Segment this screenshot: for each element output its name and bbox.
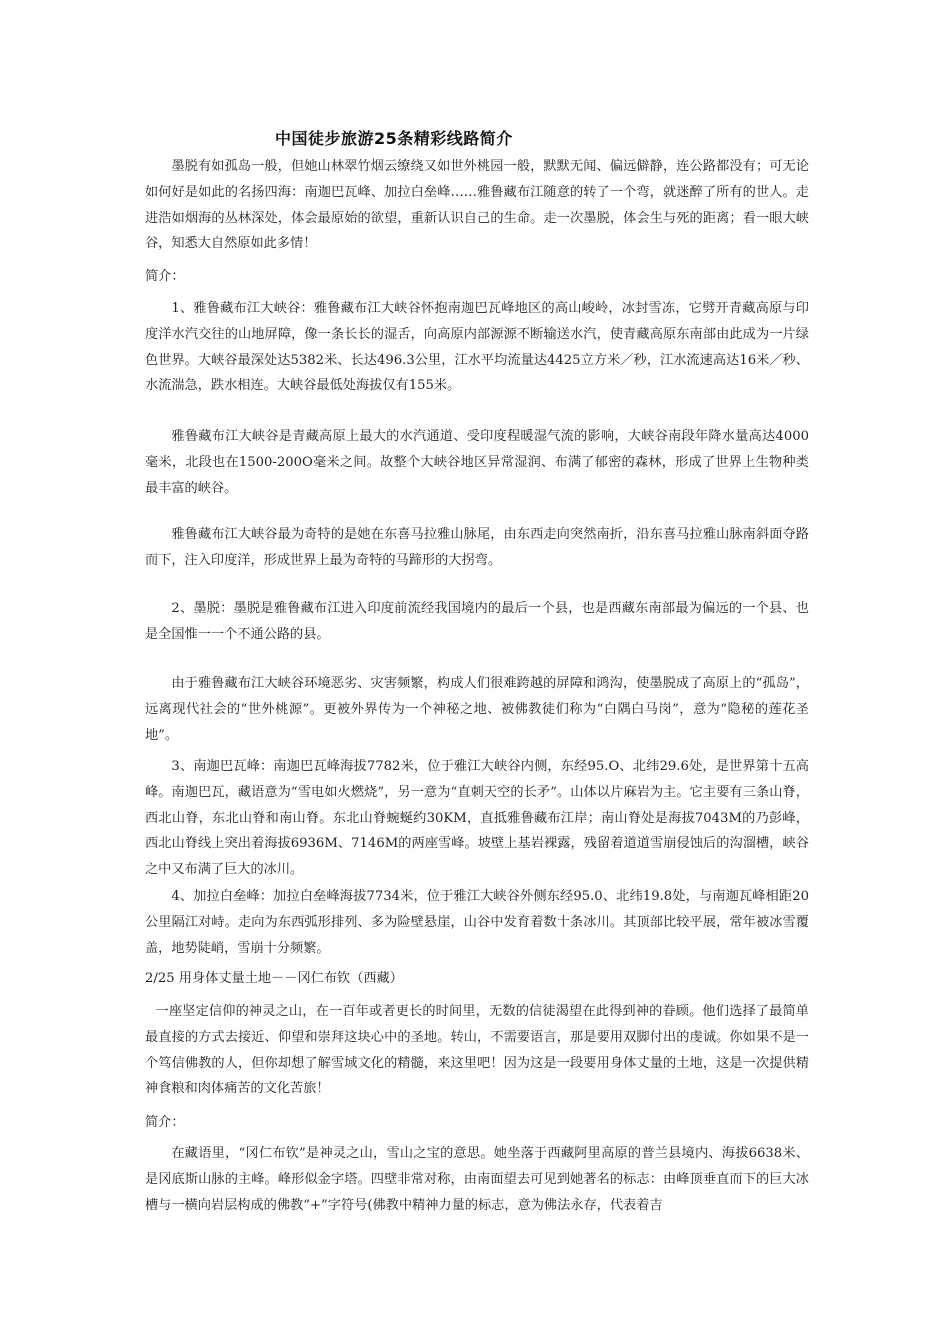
paragraph-gyala-peri: 4、加拉白垒峰：加拉白垒峰海拔7734米，位于雅江大峡谷外侧东经95.0、北纬19.8处，与南迦瓦峰相距20公里隔江对峙。走向为东西弧形排列、多为险壁悬崖，山谷中发育着数十条冰川。其顶部比较平展，常年被冰雪覆盖，地势陡峭，雪崩十分频繁。 [145, 889, 809, 956]
paragraph-canyon-climate: 雅鲁藏布江大峡谷是青藏高原上最大的水汽通道、受印度程暖湿气流的影响，大峡谷南段年降水量高达4000毫米，北段也在1500-200O毫米之间。故整个大峡谷地区异常湿润、布满了郁密的森林，形成了世界上生物种类最丰富的峡谷。 [145, 429, 809, 496]
paragraph-canyon-bend: 雅鲁藏布江大峡谷最为奇特的是她在东喜马拉雅山脉尾，由东西走向突然南折，沿东喜马拉雅山脉南斜面夺路而下，注入印度洋，形成世界上最为奇特的马蹄形的大拐弯。 [145, 527, 809, 568]
paragraph-yarlung-canyon: 1、雅鲁藏布江大峡谷：雅鲁藏布江大峡谷怀抱南迦巴瓦峰地区的高山峻岭，冰封雪冻，它劈开青藏高原与印度洋水汽交往的山地屏障，像一条长长的湿舌，向高原内部源源不断输送水汽，使青藏高原东南部由此成为一片绿色世界。大峡谷最深处达5382米、长达496.3公里，江水平均流量达4425立方米／秒，江水流速高达16米／秒、水流湍急，跌水相连。大峡谷最低处海拔仅有155米。 [145, 301, 809, 394]
section-heading-kailash: 2/25 用身体丈量土地－－冈仁布钦（西藏） [145, 971, 403, 986]
intro-paragraph: 墨脱有如孤岛一般，但她山林翠竹烟云缭绕又如世外桃园一般，默默无闻、偏远僻静，连公路都没有；可无论如何好是如此的名扬四海：南迦巴瓦峰、加拉白垒峰……雅鲁藏布江随意的转了一个弯，就迷醉了所有的世人。走进浩如烟海的丛林深处，体会最原始的欲望，重新认识自己的生命。走一次墨脱，体会生与死的距离；看一眼大峡谷，知悉大自然原如此多情！ [145, 159, 809, 252]
paragraph-kailash-intro: 一座坚定信仰的神灵之山，在一百年或者更长的时间里，无数的信徒渴望在此得到神的眷顾。他们选择了最简单最直接的方式去接近、仰望和崇拜这块心中的圣地。转山，不需要语言，那是要用双脚付出的虔诚。你如果不是一个笃信佛教的人，但你却想了解雪域文化的精髓，来这里吧！因为这是一段要用身体丈量的土地，这是一次提供精神食粮和肉体痛苦的文化苦旅！ [145, 1004, 809, 1097]
summary-label: 简介： [145, 269, 185, 284]
document-title: 中国徒步旅游25条精彩线路简介 [275, 129, 513, 148]
paragraph-namcha-barwa: 3、南迦巴瓦峰：南迦巴瓦峰海拔7782米，位于雅江大峡谷内侧，东经95.O、北纬29.6处，是世界第十五高峰。南迦巴瓦，藏语意为“雪电如火燃烧”，另一意为“直刺天空的长矛”。山体以片麻岩为主。它主要有三条山脊，西北山脊，东北山脊和南山脊。东北山脊蜿蜒约30KM，直抵雅鲁藏布江岸；南山脊处是海拔7043M的乃彭峰，西北山脊线上突出着海拔6936M、7146M的两座雪峰。坡壁上基岩裸露，残留着道道雪崩侵蚀后的沟溜槽，峡谷之中又布满了巨大的冰川。 [145, 759, 809, 878]
summary-label-2: 简介： [145, 1115, 185, 1130]
paragraph-medog-isolation: 由于雅鲁藏布江大峡谷环境恶劣、灾害频繁，构成人们很难跨越的屏障和鸿沟，使墨脱成了高原上的“孤岛”，远离现代社会的“世外桃源”。更被外界传为一个神秘之地、被佛教徒们称为“白隅白马岗”，意为“隐秘的莲花圣地”。 [145, 676, 809, 743]
paragraph-medog: 2、墨脱：墨脱是雅鲁藏布江进入印度前流经我国境内的最后一个县，也是西藏东南部最为偏远的一个县、也是全国惟一一个不通公路的县。 [145, 601, 809, 642]
paragraph-kailash-detail: 在藏语里，“冈仁布钦”是神灵之山，雪山之宝的意思。她坐落于西藏阿里高原的普兰县境内、海拔6638米、是冈底斯山脉的主峰。峰形似金字塔。四壁非常对称，由南面望去可见到她著名的标志：由峰顶垂直而下的巨大冰槽与一横向岩层构成的佛教“+”字符号(佛教中精神力量的标志，意为佛法永存，代表着吉 [145, 1146, 809, 1213]
